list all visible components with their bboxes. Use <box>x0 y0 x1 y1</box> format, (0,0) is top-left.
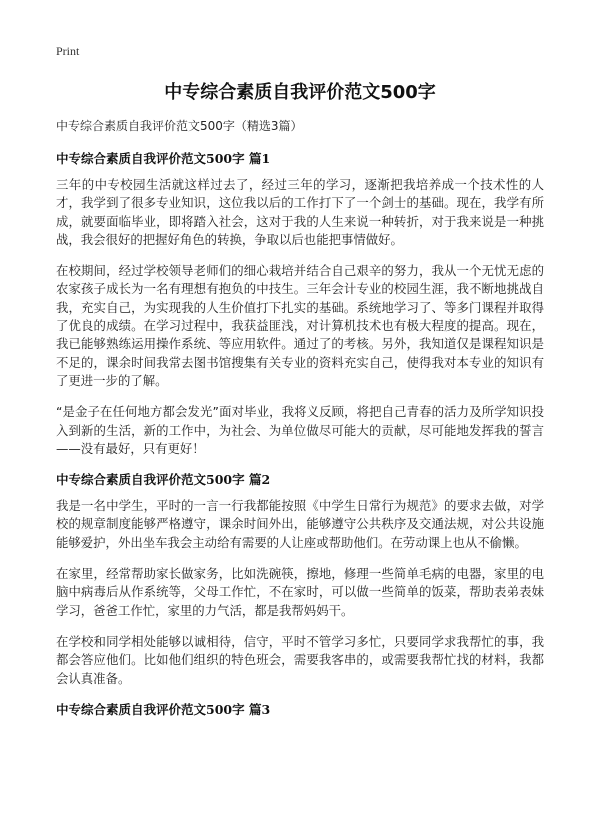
paragraph: 在校期间，经过学校领导老师们的细心栽培并结合自己艰辛的努力，我从一个无忧无虑的农家孩子成长为一名有理想有抱负的中技生。三年会计专业的校园生涯，我不断地挑战自我，充实自己，为实现我的人生价值打下扎实的基础。系统地学习了、等多门课程并取得了优良的成绩。在学习过程中，我获益匪浅，对计算机技术也有极大程度的提高。现在，我已能够熟练运用操作系统、等应用软件。通过了的考核。另外，我知道仅是课程知识是不足的，课余时间我常去图书馆搜集有关专业的资料充实自己，使得我对本专业的知识有了更进一步的了解。 <box>56 263 544 388</box>
section-heading: 中专综合素质自我评价范文500字 篇3 <box>56 701 271 717</box>
document-body <box>56 118 544 727</box>
section-2 <box>56 471 544 688</box>
section-1 <box>56 150 544 458</box>
section-3 <box>56 701 544 718</box>
paragraph: 三年的中专校园生活就这样过去了，经过三年的学习，逐渐把我培养成一个技术性的人才，我学到了很多专业知识，这位我以后的工作打下了一个剑士的基础。现在，我学有所成，就要面临毕业，即将踏入社会，这对于我的人生来说一种转折，对于我来说是一种挑战，我会很好的把握好角色的转换，争取以后也能把事情做好。 <box>56 177 544 247</box>
document-subtitle: 中专综合素质自我评价范文500字（精选3篇） <box>56 119 303 133</box>
print-link[interactable]: Print <box>56 44 80 58</box>
paragraph: 在学校和同学相处能够以诚相待，信守，平时不管学习多忙，只要同学求我帮忙的事，我都会答应他们。比如他们组织的特色班会，需要我客串的，或需要我帮忙找的材料，我都会认真准备。 <box>56 633 544 686</box>
paragraph: 在家里，经常帮助家长做家务，比如洗碗筷，擦地，修理一些简单毛病的电器，家里的电脑中病毒后从作系统等，父母工作忙，不在家时，可以做一些简单的饭菜，帮助表弟表妹学习，爸爸工作忙，家里的力气活，都是我帮妈妈干。 <box>56 566 544 618</box>
paragraph: “是金子在任何地方都会发光”面对毕业，我将义反顾，将把自己青春的活力及所学知识投入到新的生活，新的工作中，为社会、为单位做尽可能大的贡献，尽可能地发挥我的誓言——没有最好，只有更好！ <box>56 404 544 456</box>
section-heading: 中专综合素质自我评价范文500字 篇1 <box>56 151 271 166</box>
paragraph: 我是一名中学生，平时的一言一行我都能按照《中学生日常行为规范》的要求去做，对学校的规章制度能够严格遵守，课余时间外出，能够遵守公共秩序及交通法规，对公共设施能够爱护，外出坐车我会主动给有需要的人让座或帮助他们。在劳动课上也从不偷懒。 <box>56 498 544 550</box>
section-heading: 中专综合素质自我评价范文500字 篇2 <box>56 472 271 488</box>
page-title: 中专综合素质自我评价范文500字 <box>164 82 436 103</box>
